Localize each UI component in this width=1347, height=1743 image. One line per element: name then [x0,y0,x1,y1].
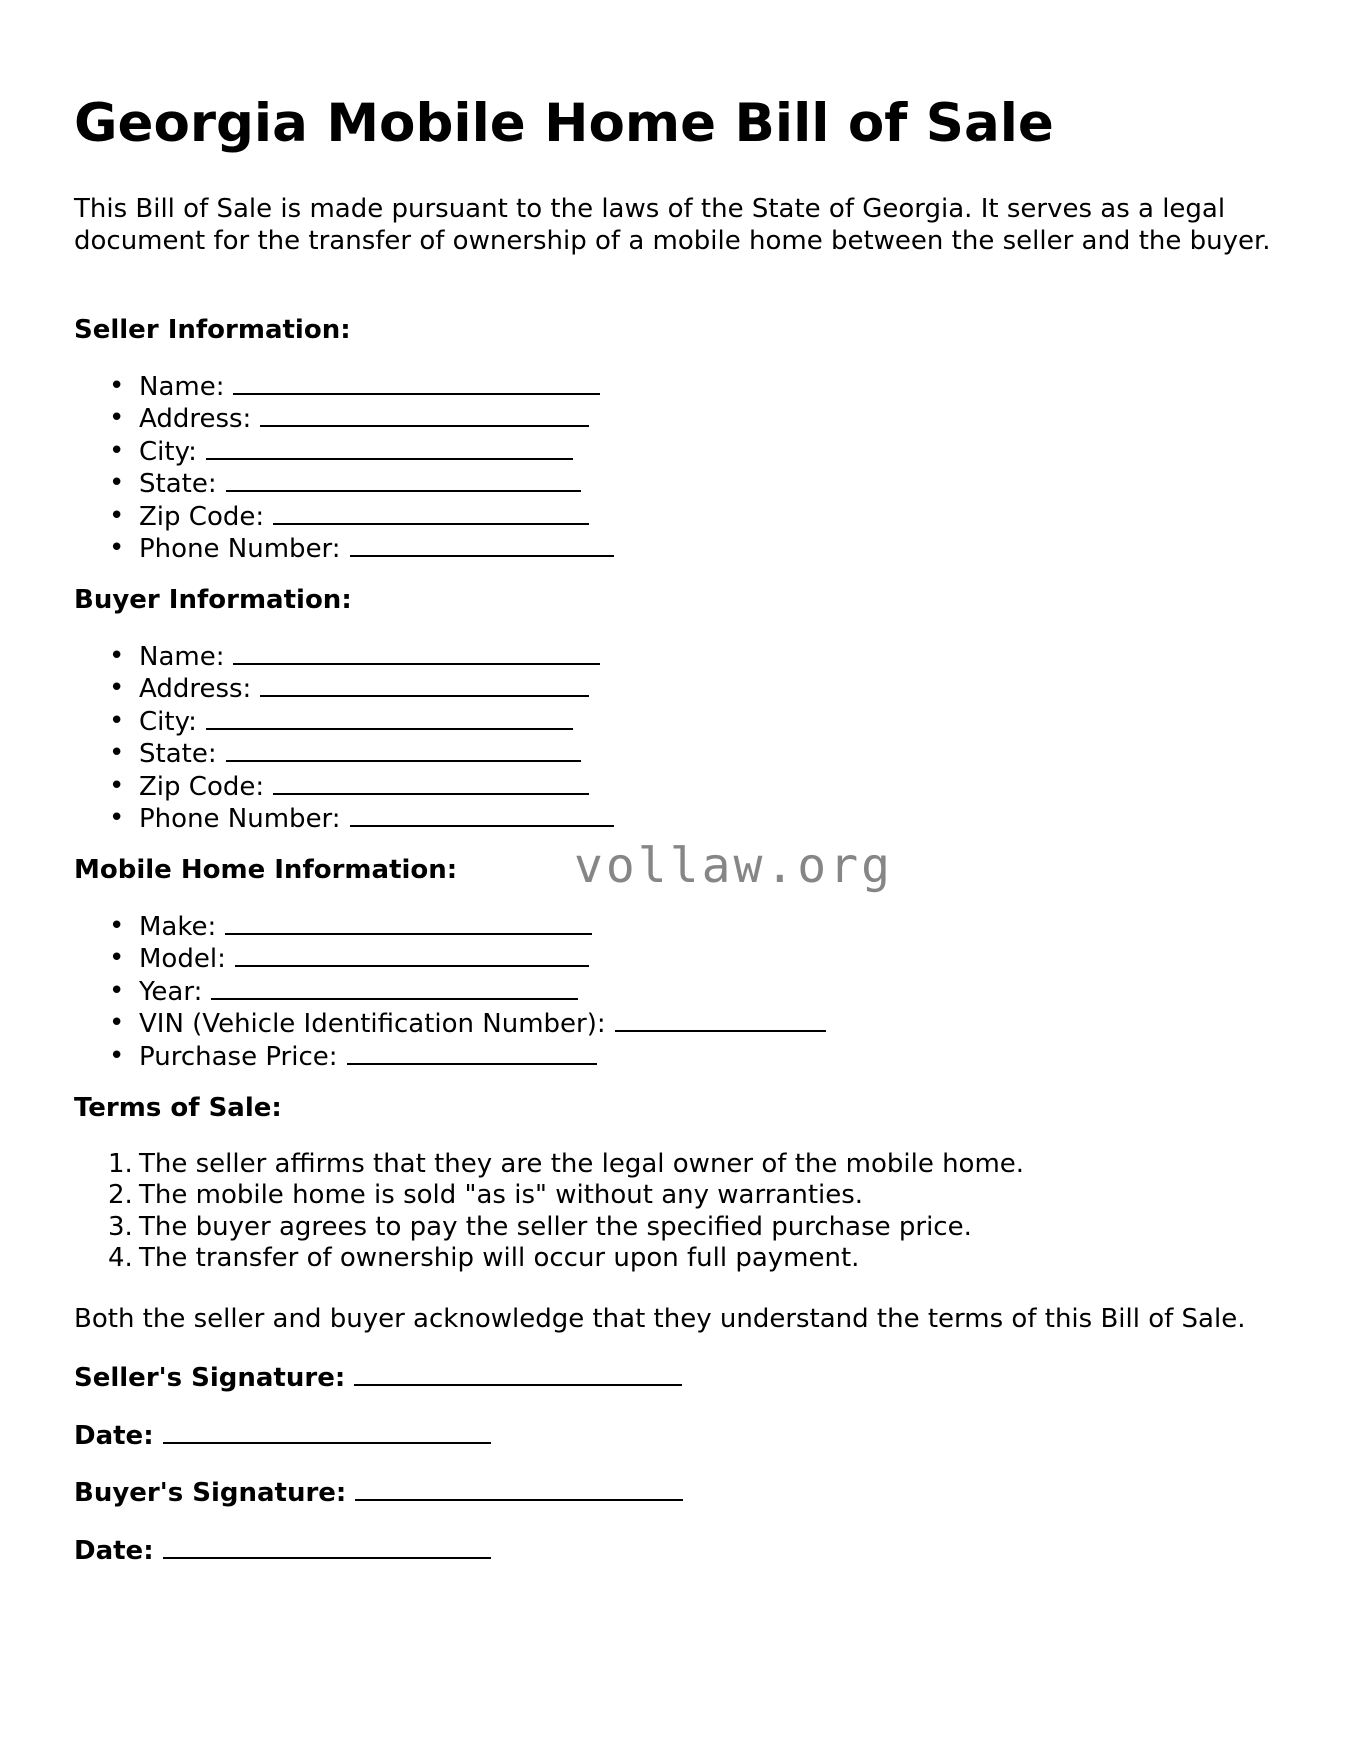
terms-heading: Terms of Sale: [74,1093,282,1123]
seller-signature-label: Seller's Signature: [74,1363,346,1393]
bullet-marker: • [109,705,125,736]
buyer-phone-label: Phone Number: [139,804,341,835]
vin-blank[interactable] [615,1008,826,1032]
seller-name-blank[interactable] [233,371,600,395]
make-item [74,911,826,943]
seller-address-item [74,403,614,435]
seller-field-list [74,371,614,565]
bullet-marker: • [109,738,125,769]
seller-date-blank[interactable] [163,1420,491,1444]
term-text: The seller affirms that they are the legal owner of the mobile home. [139,1149,1025,1179]
intro-paragraph: This Bill of Sale is made pursuant to the laws of the State of Georgia. It serves as a legal document for the transfer of ownership of a mobile home between the seller and the buyer. [74,194,1271,256]
seller-address-label: Address: [139,404,252,435]
term-text: The mobile home is sold "as is" without any warranties. [139,1180,864,1211]
seller-heading: Seller Information: [74,315,351,345]
make-blank[interactable] [225,911,592,935]
model-item [74,943,826,975]
bullet-marker: • [109,468,125,499]
bullet-marker: • [109,911,125,941]
term-item [74,1243,1024,1274]
acknowledgment-paragraph: Both the seller and buyer acknowledge that they understand the terms of this Bill of Sale. [74,1304,1246,1334]
term-text: The transfer of ownership will occur upon full payment. [139,1243,860,1274]
model-label: Model: [139,944,226,975]
buyer-field-list [74,641,614,835]
term-number: 1. [108,1149,133,1179]
buyer-date-line [74,1535,491,1567]
buyer-date-blank[interactable] [163,1535,491,1559]
seller-city-item [74,436,614,468]
seller-state-label: State: [139,469,217,500]
mobile-home-heading: Mobile Home Information: [74,855,458,885]
vin-item [74,1008,826,1040]
term-number: 2. [108,1180,133,1211]
buyer-phone-item [74,803,614,835]
purchase-price-blank[interactable] [347,1041,597,1065]
buyer-signature-label: Buyer's Signature: [74,1478,347,1508]
year-item [74,976,826,1008]
bullet-marker: • [109,943,125,974]
buyer-address-item [74,673,614,705]
term-item [74,1149,1024,1180]
bullet-marker: • [109,770,125,801]
buyer-address-blank[interactable] [260,673,589,697]
seller-city-label: City: [139,436,197,467]
buyer-state-blank[interactable] [226,738,581,762]
watermark: vollaw.org [574,838,893,894]
year-label: Year: [139,976,203,1007]
buyer-city-blank[interactable] [206,706,573,730]
document-title: Georgia Mobile Home Bill of Sale [74,93,1054,154]
bullet-marker: • [109,500,125,531]
seller-zip-item [74,501,614,533]
bullet-marker: • [109,1040,125,1071]
seller-name-label: Name: [139,372,225,402]
seller-state-item [74,468,614,500]
buyer-zip-blank[interactable] [273,771,589,795]
buyer-name-blank[interactable] [233,641,600,665]
seller-zip-label: Zip Code: [139,501,265,532]
bullet-marker: • [109,533,125,564]
seller-date-label: Date: [74,1421,154,1451]
seller-signature-line [74,1362,682,1394]
bullet-marker: • [109,1008,125,1039]
seller-signature-blank[interactable] [354,1362,682,1386]
buyer-heading: Buyer Information: [74,585,352,615]
bullet-marker: • [109,673,125,704]
buyer-name-label: Name: [139,642,225,672]
seller-phone-item [74,533,614,565]
term-number: 4. [108,1243,133,1274]
bullet-marker: • [109,803,125,834]
mobile-home-field-list [74,911,826,1073]
seller-zip-blank[interactable] [273,501,589,525]
make-label: Make: [139,912,217,942]
buyer-state-item [74,738,614,770]
seller-address-blank[interactable] [260,403,589,427]
vin-label: VIN (Vehicle Identification Number): [139,1009,606,1040]
bullet-marker: • [109,641,125,671]
seller-name-item [74,371,614,403]
purchase-price-label: Purchase Price: [139,1041,338,1072]
bullet-marker: • [109,975,125,1006]
purchase-price-item [74,1041,826,1073]
buyer-zip-item [74,771,614,803]
buyer-signature-line [74,1477,683,1509]
term-text: The buyer agrees to pay the seller the specified purchase price. [139,1211,972,1242]
buyer-address-label: Address: [139,674,252,705]
buyer-phone-blank[interactable] [350,803,614,827]
bullet-marker: • [109,403,125,434]
seller-phone-label: Phone Number: [139,534,341,565]
seller-date-line [74,1420,491,1452]
bullet-marker: • [109,435,125,466]
seller-state-blank[interactable] [226,468,581,492]
buyer-state-label: State: [139,739,217,770]
seller-phone-blank[interactable] [350,533,614,557]
buyer-signature-blank[interactable] [355,1477,683,1501]
terms-list [74,1149,1024,1275]
buyer-city-label: City: [139,706,197,737]
seller-city-blank[interactable] [206,436,573,460]
year-blank[interactable] [211,976,578,1000]
buyer-date-label: Date: [74,1536,154,1566]
buyer-city-item [74,706,614,738]
buyer-name-item [74,641,614,673]
model-blank[interactable] [235,943,589,967]
buyer-zip-label: Zip Code: [139,771,265,802]
term-item [74,1212,1024,1243]
term-number: 3. [108,1211,133,1242]
bullet-marker: • [109,371,125,401]
term-item [74,1180,1024,1211]
